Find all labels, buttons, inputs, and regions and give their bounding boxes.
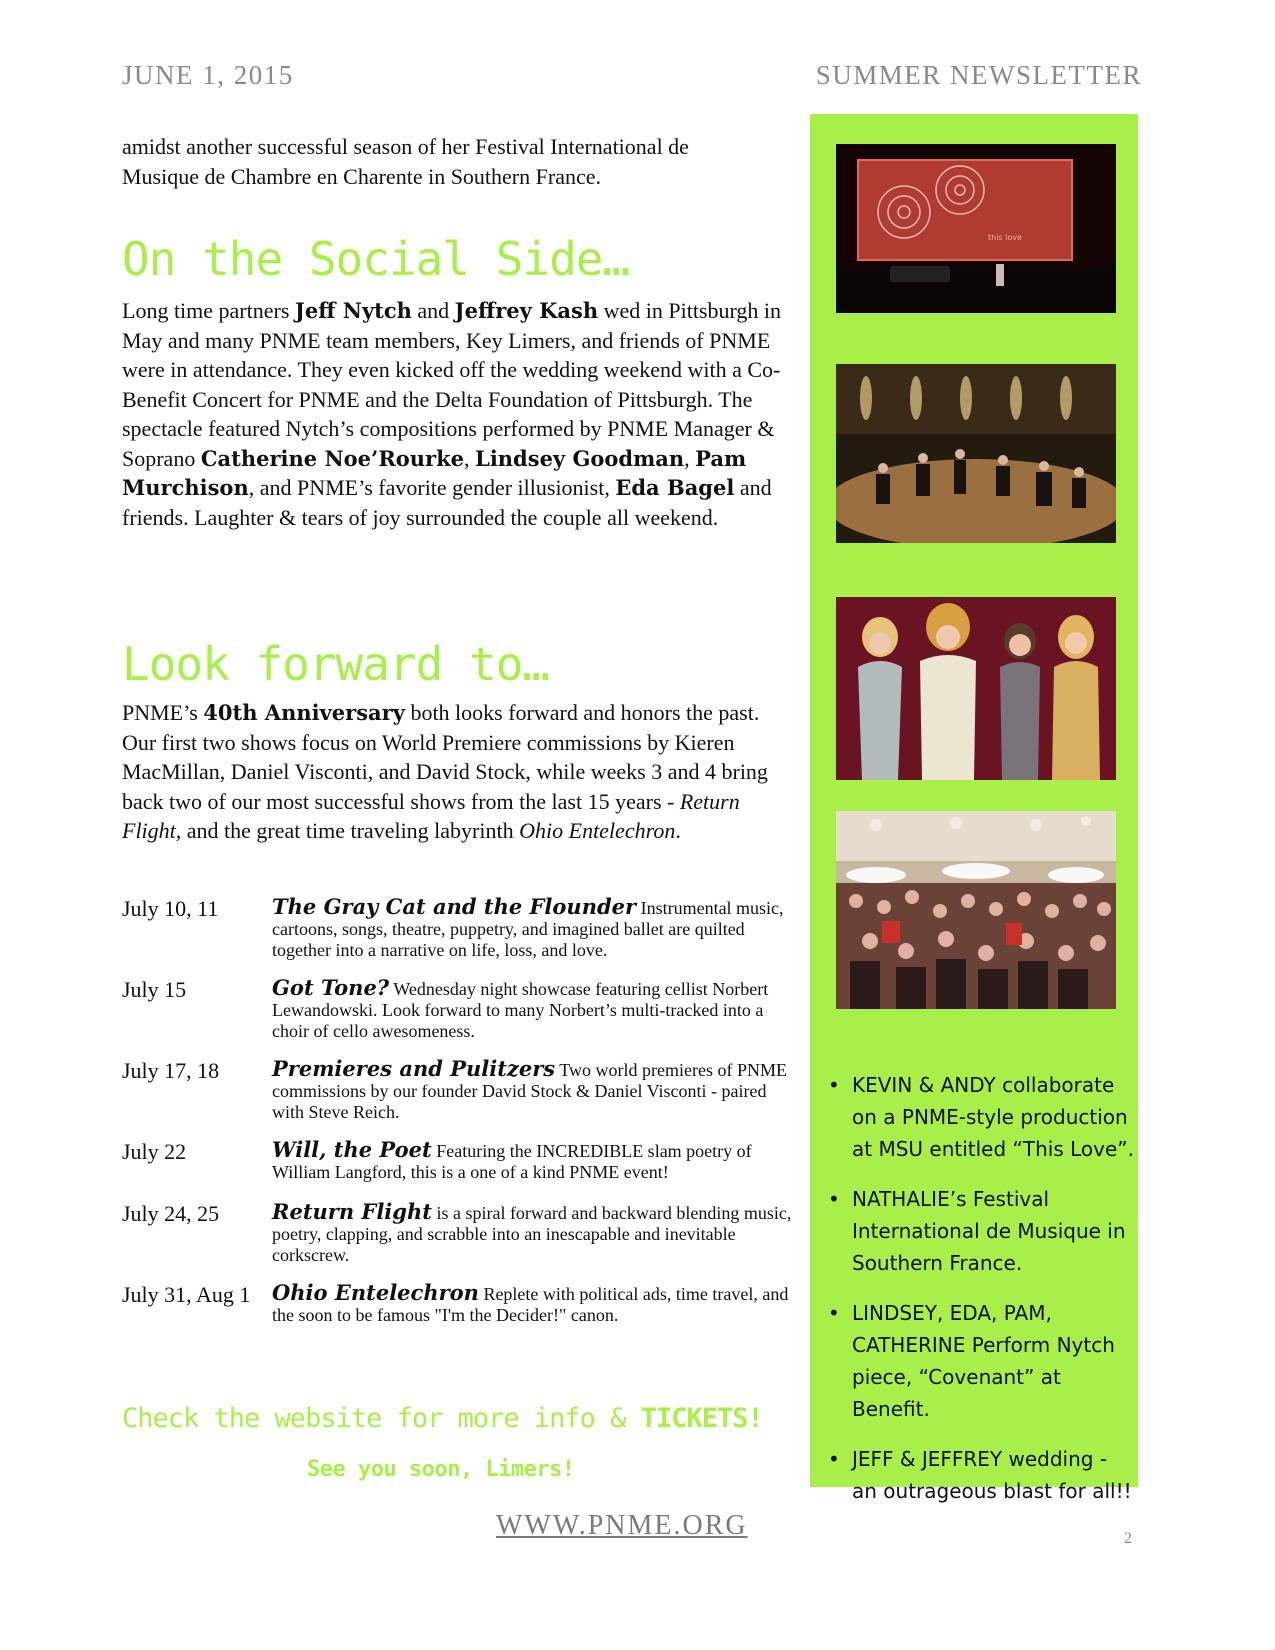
social-text-5: , xyxy=(684,445,696,471)
event-date: July 24, 25 xyxy=(122,1201,220,1226)
look-text-2: both looks forward and honors the past. Our first two shows focus on World Premiere commissions by Kieren MacMillan, Daniel Visconti, and David Stock, while weeks 3 and 4 bring back two of our most successful shows from the last 15 years - xyxy=(122,700,768,814)
event-date: July 31, Aug 1 xyxy=(122,1282,251,1307)
name-eda: Eda Bagel xyxy=(615,475,735,500)
show-ohio-entelechron: Ohio Entelechron xyxy=(519,818,676,843)
event-row xyxy=(122,1058,802,1123)
event-date: July 17, 18 xyxy=(122,1058,220,1083)
social-text-7: and friends. Laughter & tears of joy surrounded the couple all weekend. xyxy=(122,475,772,530)
bullet-icon: • xyxy=(828,1301,840,1325)
sidebar xyxy=(810,114,1138,1503)
event-desc-text: Two world premieres of PNME commissions by our founder David Stock & Daniel Visconti - paired with Steve Reich. xyxy=(272,1060,787,1122)
event-desc-text: Instrumental music, cartoons, songs, theatre, puppetry, and imagined ballet are quilted together into a narrative on life, loss, and love. xyxy=(272,898,784,960)
event-title: The Gray Cat and the Flounder xyxy=(272,894,637,919)
event-date: July 22 xyxy=(122,1139,187,1164)
show-return-flight: Return Flight, xyxy=(122,788,740,843)
event-row xyxy=(122,1282,802,1326)
bullet-text: JEFF & JEFFREY wedding - an outrageous blast for all!! xyxy=(852,1447,1132,1503)
social-text-1: Long time partners xyxy=(122,298,295,323)
list-item xyxy=(820,1183,1136,1279)
event-title: Ohio Entelechron xyxy=(272,1280,479,1305)
look-text-4: . xyxy=(675,818,681,843)
event-title: Will, the Poet xyxy=(272,1137,432,1162)
social-text-3: wed in Pittsburgh in May and many PNME team members, Key Limers, and friends of PNME were in attendance. They even kicked off the wedding weekend with a Co-Benefit Concert for PNME and the Delta Foundation of Pittsburgh. The spectacle featured Nytch’s compositions performed by PNME Manager & Soprano xyxy=(122,298,782,471)
look-text-3: and the great time traveling labyrinth xyxy=(181,818,520,843)
event-desc-text: is a spiral forward and backward blending music, poetry, clapping, and scrabble into an inescapable and inevitable corkscrew. xyxy=(272,1203,792,1265)
look-forward-paragraph xyxy=(122,698,792,846)
callout-text: Check the website for more info & xyxy=(122,1403,641,1434)
newsletter-date: JUNE 1, 2015 xyxy=(122,60,294,90)
intro-paragraph xyxy=(122,132,792,191)
event-row xyxy=(122,896,802,961)
photo-caption: this love xyxy=(988,233,1022,242)
list-item xyxy=(820,1297,1136,1425)
list-item xyxy=(820,1443,1136,1507)
event-title: Got Tone? xyxy=(272,975,390,1000)
event-description xyxy=(272,977,802,1042)
event-date: July 15 xyxy=(122,977,187,1002)
tickets-label: TICKETS! xyxy=(640,1403,763,1434)
social-text-4: , xyxy=(464,445,476,471)
sidebar-highlights xyxy=(820,1069,1136,1525)
name-lindsey: Lindsey Goodman xyxy=(475,445,685,471)
event-description xyxy=(272,1139,802,1183)
look-forward-heading: Look forward to… xyxy=(122,637,550,691)
social-heading: On the Social Side… xyxy=(122,232,630,286)
social-text-6: , and PNME’s favorite gender illusionist, xyxy=(248,475,616,500)
event-desc-text: Wednesday night showcase featuring cellist Norbert Lewandowski. Look forward to many Norbert’s multi-tracked into a choir of cello awesomeness. xyxy=(272,979,769,1041)
intro-line-2: Musique de Chambre en Charente in Southern France. xyxy=(122,163,601,189)
event-date: July 10, 11 xyxy=(122,896,219,921)
event-description xyxy=(272,1282,802,1326)
name-jeff-nytch: Jeff Nytch xyxy=(294,298,412,323)
newsletter-title: SUMMER NEWSLETTER xyxy=(815,60,1142,90)
photo-this-love-stage xyxy=(836,144,1116,313)
photo-performers-group xyxy=(836,597,1116,780)
website-link[interactable]: WWW.PNME.ORG xyxy=(496,1510,748,1541)
anniversary-label: 40th Anniversary xyxy=(203,700,405,725)
signoff: See you soon, Limers! xyxy=(307,1457,575,1482)
bullet-icon: • xyxy=(828,1447,840,1471)
bullet-text: KEVIN & ANDY collaborate on a PNME-style production at MSU entitled “This Love”. xyxy=(852,1073,1135,1161)
event-title: Return Flight xyxy=(272,1199,432,1224)
event-row xyxy=(122,1201,802,1266)
event-description xyxy=(272,1201,802,1266)
event-desc-text: Featuring the INCREDIBLE slam poetry of William Langford, this is a one of a kind PNME event! xyxy=(272,1141,752,1182)
event-desc-text: Replete with political ads, time travel, and the soon to be famous "I'm the Decider!" canon. xyxy=(272,1284,789,1325)
event-description xyxy=(272,1058,802,1123)
website-callout xyxy=(122,1403,763,1434)
bullet-text: NATHALIE’s Festival International de Musique in Southern France. xyxy=(852,1187,1126,1275)
social-text-2: and xyxy=(411,298,455,323)
name-catherine: Catherine Noe’Rourke xyxy=(200,445,465,471)
photo-concert-ensemble xyxy=(836,364,1116,543)
event-row xyxy=(122,977,802,1042)
photo-wedding-party xyxy=(836,811,1116,1009)
bullet-text: LINDSEY, EDA, PAM, CATHERINE Perform Nytch piece, “Covenant” at Benefit. xyxy=(852,1301,1115,1421)
bullet-icon: • xyxy=(828,1187,840,1211)
social-paragraph xyxy=(122,296,797,532)
intro-line-1: amidst another successful season of her Festival International de xyxy=(122,134,689,159)
look-text-1: PNME’s xyxy=(122,700,204,725)
event-description xyxy=(272,896,802,961)
list-item xyxy=(820,1069,1136,1165)
page-number: 2 xyxy=(1124,1530,1132,1547)
name-pam: Pam Murchison xyxy=(122,445,747,500)
event-row xyxy=(122,1139,802,1183)
name-jeffrey-kash: Jeffrey Kash xyxy=(454,298,599,323)
event-title: Premieres and Pulitzers xyxy=(272,1056,556,1081)
bullet-icon: • xyxy=(828,1073,840,1097)
